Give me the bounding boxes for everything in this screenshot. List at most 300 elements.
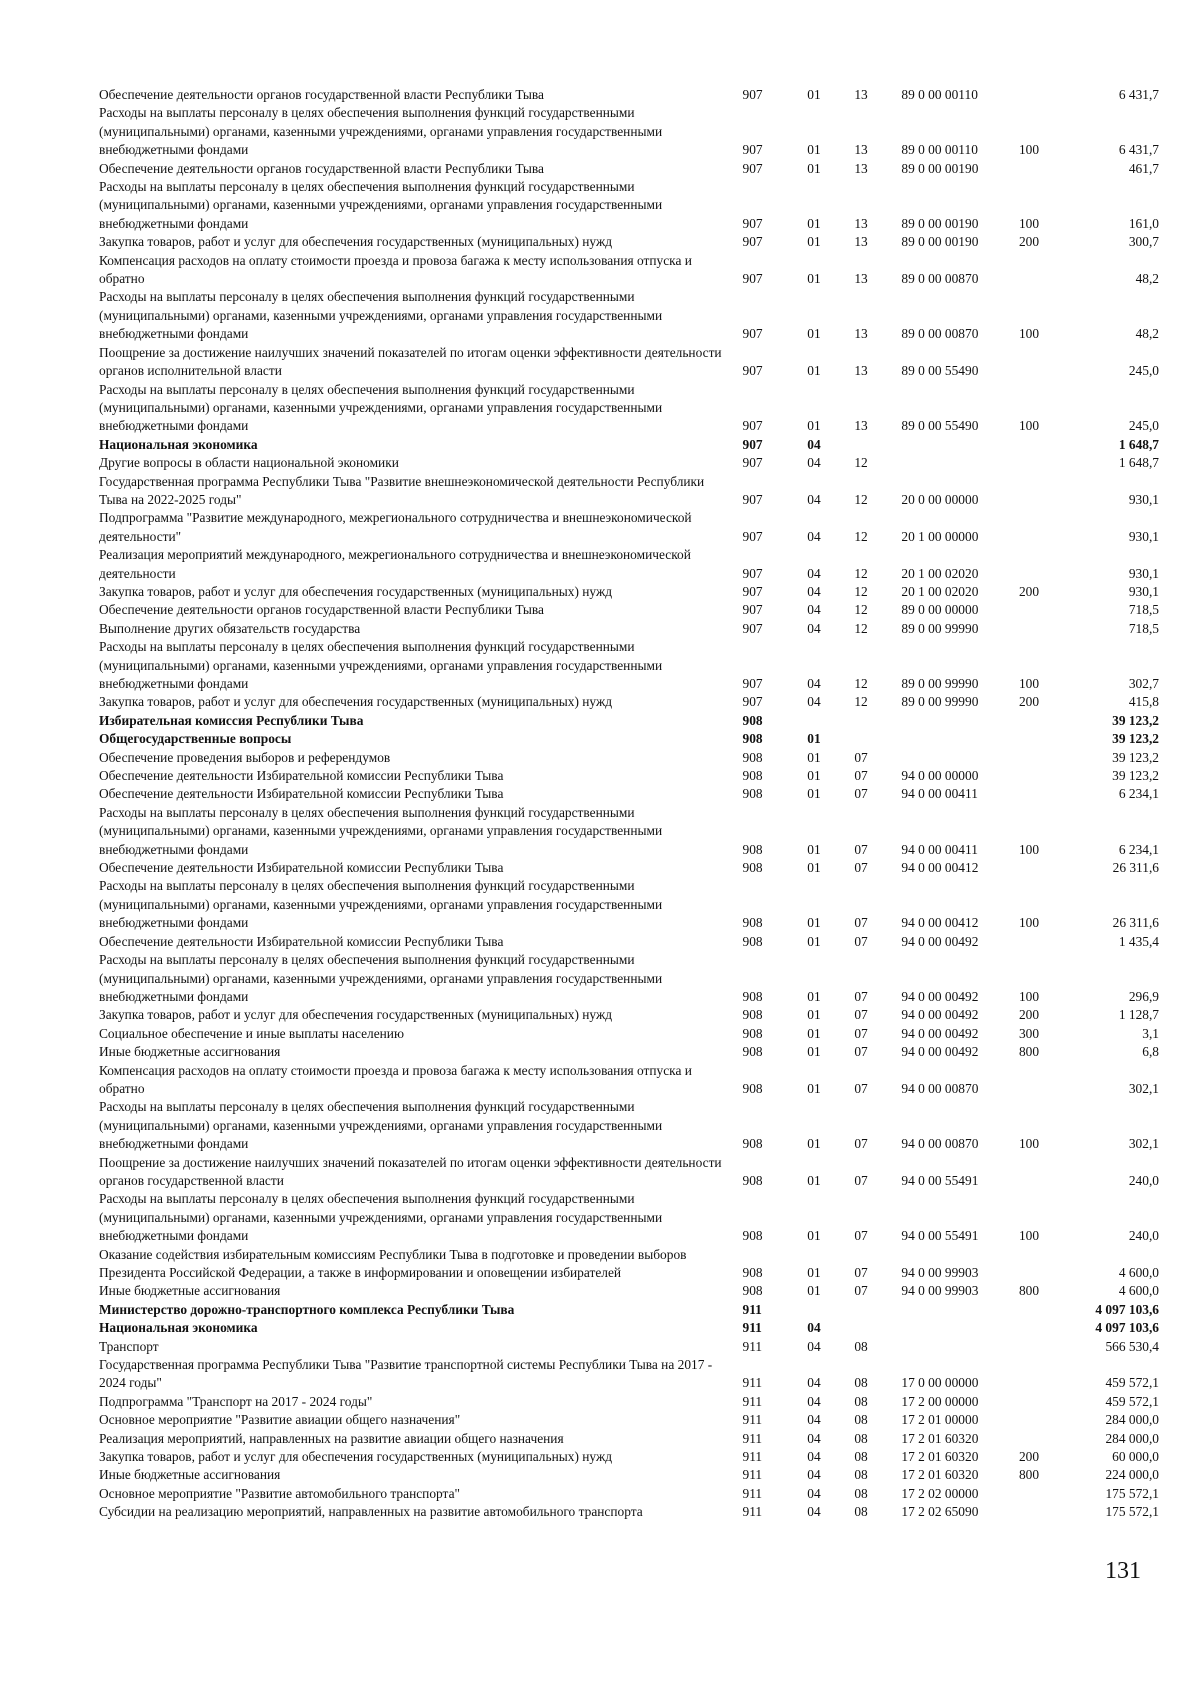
row-name: Субсидии на реализацию мероприятий, направленных на развитие автомобильного транспорта xyxy=(99,1504,643,1520)
row-name: Другие вопросы в области национальной экономики xyxy=(99,455,399,471)
row-section-code: 01 xyxy=(807,933,821,949)
row-name: Подпрограмма "Развитие международного, межрегионального сотрудничества и внешнеэкономической деятельности" xyxy=(99,510,692,544)
row-section-code: 01 xyxy=(807,915,821,931)
row-target-article: 89 0 00 99990 xyxy=(901,676,979,691)
row-ved-code: 908 xyxy=(742,786,763,802)
row-subsection-code: 08 xyxy=(854,1375,868,1391)
table-row xyxy=(99,785,1159,803)
row-amount: 718,5 xyxy=(1128,602,1159,618)
page-number: 131 xyxy=(1105,1558,1141,1584)
row-subsection-code: 08 xyxy=(854,1467,868,1483)
row-target-article: 94 0 00 00492 xyxy=(901,1007,979,1023)
row-name: Обеспечение деятельности Избирательной комиссии Республики Тыва xyxy=(99,786,504,802)
row-ved-code: 908 xyxy=(742,933,763,949)
row-amount: 415,8 xyxy=(1128,694,1159,710)
row-amount: 3,1 xyxy=(1142,1025,1159,1041)
table-row xyxy=(99,693,1159,711)
row-amount: 6 234,1 xyxy=(1118,841,1159,857)
row-section-code: 01 xyxy=(807,418,821,434)
row-expense-type: 200 xyxy=(1018,583,1040,599)
row-amount: 930,1 xyxy=(1128,528,1159,544)
row-subsection-code: 13 xyxy=(854,87,868,102)
row-subsection-code: 13 xyxy=(854,142,868,158)
table-row xyxy=(99,933,1159,951)
table-row xyxy=(99,509,1159,546)
row-subsection-code: 08 xyxy=(854,1393,868,1409)
row-expense-type: 100 xyxy=(1018,676,1040,691)
row-target-article: 89 0 00 00190 xyxy=(901,234,979,250)
row-name: Расходы на выплаты персоналу в целях обеспечения выполнения функций государственными (муниципальными) органами, казенными учреждениями, органами управления государственными внебюджетными фондами xyxy=(99,1191,663,1244)
row-amount: 718,5 xyxy=(1128,620,1159,636)
row-ved-code: 911 xyxy=(742,1467,763,1483)
row-section-code: 01 xyxy=(807,1283,821,1299)
row-target-article: 89 0 00 00870 xyxy=(901,271,979,287)
row-subsection-code: 12 xyxy=(854,565,868,581)
table-row xyxy=(99,104,1159,159)
row-target-article: 89 0 00 99990 xyxy=(901,620,979,636)
row-ved-code: 907 xyxy=(742,620,763,636)
table-row xyxy=(99,381,1159,436)
row-ved-code: 907 xyxy=(742,363,763,379)
row-target-article: 89 0 00 00190 xyxy=(901,215,979,231)
table-section-row xyxy=(99,712,1159,730)
row-ved-code: 911 xyxy=(742,1485,763,1501)
row-expense-type: 800 xyxy=(1018,1283,1040,1299)
table-row xyxy=(99,1043,1159,1061)
row-ved-code: 908 xyxy=(742,712,763,728)
row-amount: 302,7 xyxy=(1128,676,1159,691)
row-amount: 48,2 xyxy=(1135,326,1159,342)
row-subsection-code: 12 xyxy=(854,676,868,691)
row-amount: 26 311,6 xyxy=(1112,915,1159,931)
row-name: Закупка товаров, работ и услуг для обеспечения государственных (муниципальных) нужд xyxy=(99,583,613,599)
row-ved-code: 908 xyxy=(742,860,763,876)
row-section-code: 01 xyxy=(807,1228,821,1244)
row-section-code: 04 xyxy=(807,676,821,691)
row-amount: 26 311,6 xyxy=(1112,860,1159,876)
table-row xyxy=(99,1154,1159,1191)
row-expense-type: 100 xyxy=(1018,215,1040,231)
row-section-code: 04 xyxy=(807,1412,821,1428)
row-amount: 4 600,0 xyxy=(1118,1283,1159,1299)
row-expense-type: 100 xyxy=(1018,418,1040,434)
row-section-code: 04 xyxy=(807,1430,821,1446)
row-subsection-code: 07 xyxy=(854,1007,868,1023)
row-ved-code: 907 xyxy=(742,234,763,250)
row-ved-code: 907 xyxy=(742,215,763,231)
row-name: Обеспечение деятельности Избирательной комиссии Республики Тыва xyxy=(99,860,504,876)
row-name: Расходы на выплаты персоналу в целях обеспечения выполнения функций государственными (муниципальными) органами, казенными учреждениями, органами управления государственными внебюджетными фондами xyxy=(99,878,663,931)
row-target-article: 94 0 00 00492 xyxy=(901,1044,979,1060)
table-row xyxy=(99,1485,1159,1503)
row-target-article: 17 2 01 60320 xyxy=(901,1449,979,1465)
row-ved-code: 911 xyxy=(742,1430,763,1446)
row-amount: 296,9 xyxy=(1128,988,1159,1004)
table-row xyxy=(99,1448,1159,1466)
row-amount: 459 572,1 xyxy=(1105,1375,1159,1391)
row-section-code: 04 xyxy=(807,1393,821,1409)
row-amount: 6 431,7 xyxy=(1118,142,1159,158)
row-name: Компенсация расходов на оплату стоимости проезда и провоза багажа к месту использования отпуска и обратно xyxy=(99,252,692,287)
row-name: Социальное обеспечение и иные выплаты населению xyxy=(99,1025,404,1041)
row-subsection-code: 07 xyxy=(854,933,868,949)
row-subsection-code: 12 xyxy=(854,694,868,710)
row-amount: 175 572,1 xyxy=(1105,1485,1159,1501)
row-amount: 175 572,1 xyxy=(1105,1504,1159,1520)
row-subsection-code: 12 xyxy=(854,602,868,618)
row-section-code: 01 xyxy=(807,1265,821,1280)
row-ved-code: 911 xyxy=(742,1412,763,1428)
row-ved-code: 908 xyxy=(742,915,763,931)
row-target-article: 94 0 00 00492 xyxy=(901,988,979,1004)
row-subsection-code: 07 xyxy=(854,1080,868,1096)
row-amount: 1 128,7 xyxy=(1118,1007,1159,1023)
row-ved-code: 908 xyxy=(742,1080,763,1096)
table-row xyxy=(99,86,1159,104)
row-section-code: 01 xyxy=(807,860,821,876)
row-amount: 6,8 xyxy=(1142,1044,1159,1060)
row-section-code: 01 xyxy=(807,988,821,1004)
budget-table xyxy=(99,86,1159,1522)
row-section-code: 01 xyxy=(807,87,821,102)
row-name: Государственная программа Республики Тыва "Развитие внешнеэкономической деятельности Республики Тыва на 2022-2025 годы" xyxy=(99,473,705,507)
row-ved-code: 908 xyxy=(742,731,763,747)
row-name: Выполнение других обязательств государства xyxy=(99,620,361,636)
row-name: Национальная экономика xyxy=(99,436,258,452)
row-amount: 48,2 xyxy=(1135,271,1159,287)
row-amount: 39 123,2 xyxy=(1112,768,1159,784)
row-section-code: 01 xyxy=(807,215,821,231)
row-name: Иные бюджетные ассигнования xyxy=(99,1283,281,1299)
table-row xyxy=(99,160,1159,178)
table-row xyxy=(99,583,1159,601)
row-amount: 1 435,4 xyxy=(1118,933,1159,949)
row-name: Расходы на выплаты персоналу в целях обеспечения выполнения функций государственными (муниципальными) органами, казенными учреждениями, органами управления государственными внебюджетными фондами xyxy=(99,381,663,434)
row-section-code: 01 xyxy=(807,1025,821,1041)
row-target-article: 17 2 01 60320 xyxy=(901,1467,979,1483)
row-subsection-code: 13 xyxy=(854,234,868,250)
row-name: Закупка товаров, работ и услуг для обеспечения государственных (муниципальных) нужд xyxy=(99,1007,613,1023)
row-target-article: 94 0 00 00870 xyxy=(901,1080,979,1096)
row-ved-code: 907 xyxy=(742,602,763,618)
row-subsection-code: 07 xyxy=(854,1136,868,1152)
row-ved-code: 911 xyxy=(742,1375,763,1391)
row-name: Обеспечение деятельности органов государственной власти Республики Тыва xyxy=(99,160,544,176)
row-amount: 4 600,0 xyxy=(1118,1265,1159,1280)
row-name: Расходы на выплаты персоналу в целях обеспечения выполнения функций государственными (муниципальными) органами, казенными учреждениями, органами управления государственными внебюджетными фондами xyxy=(99,1099,663,1152)
row-subsection-code: 08 xyxy=(854,1485,868,1501)
row-ved-code: 907 xyxy=(742,326,763,342)
row-subsection-code: 07 xyxy=(854,1025,868,1041)
row-subsection-code: 13 xyxy=(854,271,868,287)
row-section-code: 04 xyxy=(807,602,821,618)
row-subsection-code: 08 xyxy=(854,1504,868,1520)
row-amount: 300,7 xyxy=(1128,234,1159,250)
table-row xyxy=(99,288,1159,343)
row-amount: 930,1 xyxy=(1128,491,1159,507)
row-target-article: 89 0 00 99990 xyxy=(901,694,979,710)
row-ved-code: 911 xyxy=(742,1393,763,1409)
row-name: Обеспечение деятельности Избирательной комиссии Республики Тыва xyxy=(99,768,504,784)
row-target-article: 94 0 00 00870 xyxy=(901,1136,979,1152)
table-row xyxy=(99,473,1159,510)
row-amount: 930,1 xyxy=(1128,583,1159,599)
row-section-code: 01 xyxy=(807,1136,821,1152)
row-amount: 4 097 103,6 xyxy=(1095,1320,1159,1336)
table-row xyxy=(99,546,1159,583)
row-subsection-code: 07 xyxy=(854,1172,868,1188)
row-name: Иные бюджетные ассигнования xyxy=(99,1467,281,1483)
row-section-code: 01 xyxy=(807,1007,821,1023)
table-row xyxy=(99,233,1159,251)
row-amount: 459 572,1 xyxy=(1105,1393,1159,1409)
row-amount: 245,0 xyxy=(1128,418,1159,434)
table-row xyxy=(99,1062,1159,1099)
row-amount: 302,1 xyxy=(1128,1136,1159,1152)
row-name: Обеспечение деятельности органов государственной власти Республики Тыва xyxy=(99,87,544,102)
table-row xyxy=(99,620,1159,638)
row-subsection-code: 08 xyxy=(854,1449,868,1465)
row-target-article: 94 0 00 99903 xyxy=(901,1265,979,1280)
row-expense-type: 100 xyxy=(1018,915,1040,931)
row-subsection-code: 08 xyxy=(854,1430,868,1446)
row-expense-type: 100 xyxy=(1018,326,1040,342)
row-amount: 245,0 xyxy=(1128,363,1159,379)
table-row xyxy=(99,1098,1159,1153)
table-row xyxy=(99,1466,1159,1484)
row-subsection-code: 13 xyxy=(854,363,868,379)
row-expense-type: 200 xyxy=(1018,234,1040,250)
row-target-article: 89 0 00 55490 xyxy=(901,363,979,379)
row-ved-code: 907 xyxy=(742,583,763,599)
row-amount: 60 000,0 xyxy=(1112,1449,1159,1465)
row-amount: 240,0 xyxy=(1128,1172,1159,1188)
row-name: Обеспечение проведения выборов и референдумов xyxy=(99,749,391,765)
row-target-article: 17 2 02 00000 xyxy=(901,1485,979,1501)
row-target-article: 17 0 00 00000 xyxy=(901,1375,979,1391)
row-ved-code: 908 xyxy=(742,1007,763,1023)
row-name: Государственная программа Республики Тыва "Развитие транспортной системы Республики Тыва на 2017 - 2024 годы" xyxy=(99,1357,713,1391)
row-ved-code: 907 xyxy=(742,87,763,102)
row-ved-code: 907 xyxy=(742,676,763,691)
row-name: Оказание содействия избирательным комиссиям Республики Тыва в подготовке и проведении выборов Президента Российской Федерации, а также в информировании и оповещении избирателей xyxy=(99,1246,687,1280)
row-amount: 39 123,2 xyxy=(1112,731,1159,747)
row-section-code: 04 xyxy=(807,1320,821,1336)
row-subsection-code: 07 xyxy=(854,1283,868,1299)
row-target-article: 20 1 00 00000 xyxy=(901,528,979,544)
row-target-article: 94 0 00 00412 xyxy=(901,860,979,876)
row-expense-type: 100 xyxy=(1018,142,1040,158)
row-expense-type: 200 xyxy=(1018,694,1040,710)
row-subsection-code: 07 xyxy=(854,860,868,876)
row-target-article: 94 0 00 00411 xyxy=(901,786,978,802)
table-row xyxy=(99,638,1159,693)
row-ved-code: 907 xyxy=(742,455,763,471)
row-ved-code: 907 xyxy=(742,271,763,287)
row-ved-code: 908 xyxy=(742,1136,763,1152)
row-target-article: 94 0 00 00000 xyxy=(901,768,979,784)
table-row xyxy=(99,859,1159,877)
row-target-article: 20 1 00 02020 xyxy=(901,565,979,581)
row-target-article: 20 1 00 02020 xyxy=(901,583,979,599)
row-target-article: 94 0 00 00492 xyxy=(901,1025,979,1041)
row-subsection-code: 07 xyxy=(854,988,868,1004)
table-row xyxy=(99,454,1159,472)
row-section-code: 04 xyxy=(807,1504,821,1520)
row-section-code: 01 xyxy=(807,234,821,250)
row-expense-type: 800 xyxy=(1018,1467,1040,1483)
row-name: Расходы на выплаты персоналу в целях обеспечения выполнения функций государственными (муниципальными) органами, казенными учреждениями, органами управления государственными внебюджетными фондами xyxy=(99,639,663,691)
row-section-code: 04 xyxy=(807,565,821,581)
row-ved-code: 911 xyxy=(742,1338,763,1354)
row-name: Расходы на выплаты персоналу в целях обеспечения выполнения функций государственными (муниципальными) органами, казенными учреждениями, органами управления государственными внебюджетными фондами xyxy=(99,952,663,1004)
row-name: Избирательная комиссия Республики Тыва xyxy=(99,712,364,728)
row-subsection-code: 07 xyxy=(854,749,868,765)
row-amount: 461,7 xyxy=(1128,160,1159,176)
row-subsection-code: 12 xyxy=(854,620,868,636)
row-ved-code: 911 xyxy=(742,1301,762,1317)
row-name: Расходы на выплаты персоналу в целях обеспечения выполнения функций государственными (муниципальными) органами, казенными учреждениями, органами управления государственными внебюджетными фондами xyxy=(99,289,663,342)
row-amount: 6 431,7 xyxy=(1118,87,1159,102)
table-row xyxy=(99,1282,1159,1300)
table-row xyxy=(99,1393,1159,1411)
row-ved-code: 907 xyxy=(742,694,763,710)
row-subsection-code: 07 xyxy=(854,768,868,784)
row-target-article: 94 0 00 99903 xyxy=(901,1283,979,1299)
row-subsection-code: 07 xyxy=(854,786,868,802)
row-section-code: 04 xyxy=(807,620,821,636)
row-expense-type: 200 xyxy=(1018,1449,1040,1465)
row-name: Компенсация расходов на оплату стоимости проезда и провоза багажа к месту использования отпуска и обратно xyxy=(99,1062,692,1096)
row-target-article: 89 0 00 00870 xyxy=(901,326,979,342)
row-ved-code: 908 xyxy=(742,988,763,1004)
row-expense-type: 300 xyxy=(1018,1025,1040,1041)
row-subsection-code: 12 xyxy=(854,583,868,599)
row-name: Национальная экономика xyxy=(99,1320,258,1336)
row-ved-code: 907 xyxy=(742,142,763,158)
row-amount: 240,0 xyxy=(1128,1228,1159,1244)
row-target-article: 89 0 00 00000 xyxy=(901,602,979,618)
row-name: Расходы на выплаты персоналу в целях обеспечения выполнения функций государственными (муниципальными) органами, казенными учреждениями, органами управления государственными внебюджетными фондами xyxy=(99,804,663,857)
row-name: Транспорт xyxy=(99,1338,159,1354)
row-name: Обеспечение деятельности органов государственной власти Республики Тыва xyxy=(99,602,544,618)
row-target-article: 94 0 00 00411 xyxy=(901,841,978,857)
row-expense-type: 200 xyxy=(1018,1007,1040,1023)
row-section-code: 01 xyxy=(807,160,821,176)
row-subsection-code: 13 xyxy=(854,160,868,176)
row-ved-code: 908 xyxy=(742,1025,763,1041)
row-expense-type: 100 xyxy=(1018,841,1040,857)
row-target-article: 94 0 00 55491 xyxy=(901,1228,979,1244)
row-amount: 39 123,2 xyxy=(1112,712,1159,728)
table-row xyxy=(99,344,1159,381)
row-target-article: 94 0 00 55491 xyxy=(901,1172,979,1188)
row-subsection-code: 07 xyxy=(854,1228,868,1244)
row-section-code: 01 xyxy=(807,142,821,158)
row-subsection-code: 07 xyxy=(854,915,868,931)
row-ved-code: 908 xyxy=(742,749,763,765)
row-section-code: 04 xyxy=(807,491,821,507)
row-section-code: 01 xyxy=(807,1080,821,1096)
table-row xyxy=(99,749,1159,767)
row-target-article: 89 0 00 00110 xyxy=(901,142,978,158)
table-row xyxy=(99,178,1159,233)
row-name: Основное мероприятие "Развитие авиации общего назначения" xyxy=(99,1412,461,1428)
row-section-code: 01 xyxy=(807,1172,821,1188)
table-row xyxy=(99,1025,1159,1043)
row-ved-code: 908 xyxy=(742,1265,763,1280)
row-expense-type: 800 xyxy=(1018,1044,1040,1060)
row-ved-code: 907 xyxy=(742,436,763,452)
row-name: Обеспечение деятельности Избирательной комиссии Республики Тыва xyxy=(99,933,504,949)
table-row xyxy=(99,877,1159,932)
row-section-code: 01 xyxy=(807,363,821,379)
row-section-code: 04 xyxy=(807,1375,821,1391)
table-row xyxy=(99,601,1159,619)
row-section-code: 01 xyxy=(807,786,821,802)
table-row xyxy=(99,1503,1159,1521)
table-row xyxy=(99,767,1159,785)
row-target-article: 94 0 00 00492 xyxy=(901,933,979,949)
table-row xyxy=(99,1338,1159,1356)
row-target-article: 89 0 00 00110 xyxy=(901,87,978,102)
row-name: Расходы на выплаты персоналу в целях обеспечения выполнения функций государственными (муниципальными) органами, казенными учреждениями, органами управления государственными внебюджетными фондами xyxy=(99,105,663,158)
row-target-article: 17 2 02 65090 xyxy=(901,1504,979,1520)
row-ved-code: 911 xyxy=(742,1320,762,1336)
row-name: Реализация мероприятий, направленных на развитие авиации общего назначения xyxy=(99,1430,564,1446)
table-row xyxy=(99,1190,1159,1245)
row-name: Основное мероприятие "Развитие автомобильного транспорта" xyxy=(99,1485,460,1501)
row-subsection-code: 12 xyxy=(854,491,868,507)
row-amount: 4 097 103,6 xyxy=(1095,1301,1159,1317)
row-ved-code: 907 xyxy=(742,418,763,434)
row-ved-code: 907 xyxy=(742,528,763,544)
row-section-code: 04 xyxy=(807,1485,821,1501)
table-row xyxy=(99,1246,1159,1283)
row-target-article: 17 2 01 60320 xyxy=(901,1430,979,1446)
row-section-code: 04 xyxy=(807,694,821,710)
row-target-article: 17 2 00 00000 xyxy=(901,1393,979,1409)
row-ved-code: 908 xyxy=(742,841,763,857)
row-ved-code: 911 xyxy=(742,1449,763,1465)
row-section-code: 01 xyxy=(807,326,821,342)
row-name: Поощрение за достижение наилучших значений показателей по итогам оценки эффективности деятельности органов государственной власти xyxy=(99,1154,722,1188)
table-row xyxy=(99,1430,1159,1448)
row-subsection-code: 13 xyxy=(854,326,868,342)
row-name: Расходы на выплаты персоналу в целях обеспечения выполнения функций государственными (муниципальными) органами, казенными учреждениями, органами управления государственными внебюджетными фондами xyxy=(99,179,663,231)
row-subsection-code: 08 xyxy=(854,1338,868,1354)
row-name: Поощрение за достижение наилучших значений показателей по итогам оценки эффективности деятельности органов исполнительной власти xyxy=(99,344,722,379)
table-section-row xyxy=(99,1319,1159,1337)
row-section-code: 04 xyxy=(807,436,821,452)
row-target-article: 89 0 00 00190 xyxy=(901,160,979,176)
row-subsection-code: 12 xyxy=(854,455,868,471)
row-amount: 566 530,4 xyxy=(1105,1338,1159,1354)
row-section-code: 01 xyxy=(807,731,821,747)
row-subsection-code: 07 xyxy=(854,1265,868,1280)
row-amount: 930,1 xyxy=(1128,565,1159,581)
row-ved-code: 908 xyxy=(742,1228,763,1244)
row-ved-code: 908 xyxy=(742,768,763,784)
row-section-code: 04 xyxy=(807,455,821,471)
row-section-code: 04 xyxy=(807,528,821,544)
row-name: Закупка товаров, работ и услуг для обеспечения государственных (муниципальных) нужд xyxy=(99,1449,613,1465)
table-row xyxy=(99,1356,1159,1393)
row-ved-code: 908 xyxy=(742,1172,763,1188)
row-subsection-code: 13 xyxy=(854,215,868,231)
row-name: Реализация мероприятий международного, межрегионального сотрудничества и внешнеэкономической деятельности xyxy=(99,547,691,581)
row-name: Общегосударственные вопросы xyxy=(99,731,292,747)
